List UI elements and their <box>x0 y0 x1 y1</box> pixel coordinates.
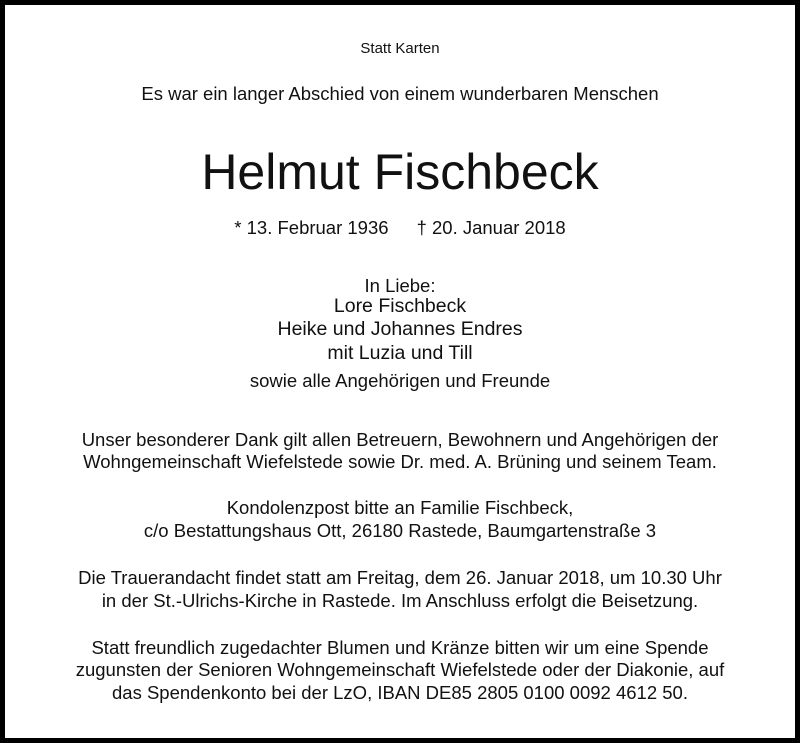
donation-line: Statt freundlich zugedachter Blumen und Kränze bitten wir um eine Spende <box>91 637 709 658</box>
mourners-others: sowie alle Angehörigen und Freunde <box>249 370 551 391</box>
mourner-name: mit Luzia und Till <box>327 342 473 364</box>
condolence-line: Kondolenzpost bitte an Familie Fischbeck, <box>226 497 574 518</box>
mourner-name: Heike und Johannes Endres <box>277 318 523 340</box>
donation-line: das Spendenkonto bei der LzO, IBAN DE85 2805 0100 0092 4612 50. <box>112 682 688 703</box>
motto: Es war ein langer Abschied von einem wunderbaren Menschen <box>141 83 659 104</box>
donation-line: zugunsten der Senioren Wohngemeinschaft Wiefelstede oder der Diakonie, auf <box>75 659 725 680</box>
birth-date: * 13. Februar 1936 <box>234 217 389 238</box>
service-line: in der St.-Ulrichs-Kirche in Rastede. Im Anschluss erfolgt die Beisetzung. <box>101 590 699 611</box>
service-line: Die Trauerandacht findet statt am Freitag, dem 26. Januar 2018, um 10.30 Uhr <box>78 567 722 588</box>
statt-karten: Statt Karten <box>360 40 440 57</box>
deceased-name: Helmut Fischbeck <box>201 144 599 200</box>
mourners-intro: In Liebe: <box>364 275 436 296</box>
mourner-name: Lore Fischbeck <box>333 295 467 317</box>
thanks-line: Unser besonderer Dank gilt allen Betreuern, Bewohnern und Angehörigen der <box>81 429 719 450</box>
thanks-line: Wohngemeinschaft Wiefelstede sowie Dr. med. A. Brüning und seinem Team. <box>83 451 717 472</box>
condolence-line: c/o Bestattungshaus Ott, 26180 Rastede, Baumgartenstraße 3 <box>143 520 657 541</box>
death-date: † 20. Januar 2018 <box>416 217 566 238</box>
life-dates <box>0 219 800 238</box>
